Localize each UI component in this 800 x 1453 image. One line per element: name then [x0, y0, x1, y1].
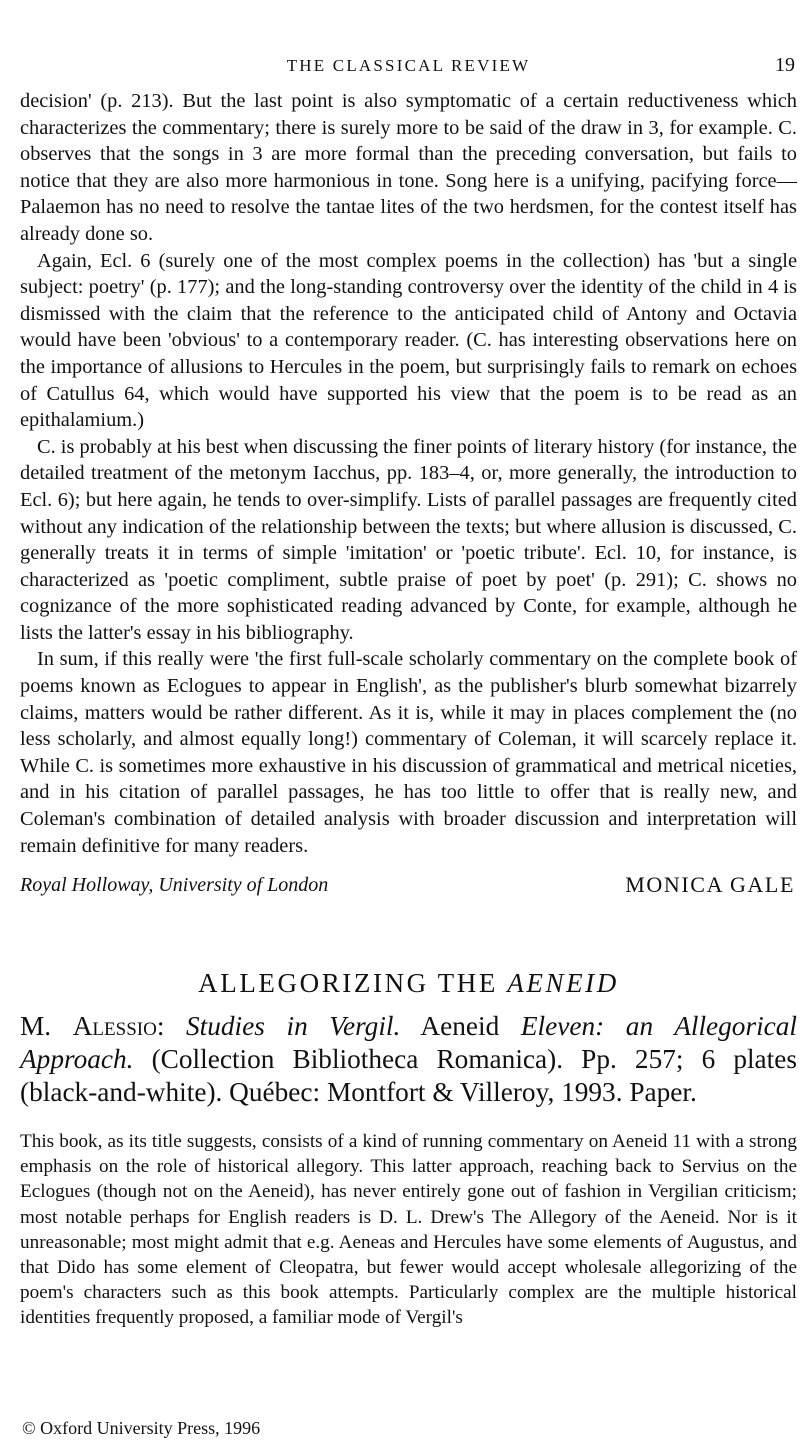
page-number: 19	[775, 54, 795, 76]
reviewer-affiliation: Royal Holloway, University of London	[20, 874, 329, 897]
page	[20, 52, 797, 1330]
section-heading-prefix: ALLEGORIZING THE	[198, 968, 498, 999]
book-details: (Collection Bibliotheca Romanica). Pp. 257; 6 plates (black-and-white). Québec: Montfort & Villeroy, 1993. Paper.	[20, 1044, 797, 1108]
copyright-footer: © Oxford University Press, 1996	[22, 1418, 261, 1438]
book-title-part3: Eleven: an Allegorical Approach.	[20, 1011, 798, 1075]
book-citation	[20, 1010, 797, 1109]
section-heading	[20, 966, 797, 1000]
section-heading-italic: AENEID	[507, 968, 619, 999]
paragraph: Again, Ecl. 6 (surely one of the most complex poems in the collection) has 'but a single subject: poetry' (p. 177); and the long-standing controversy over the identity of the child in 4 is dismissed with the claim that the reference to the anticipated child of Antony and Octavia would have been 'obvious' to a contemporary reader. (C. has interesting observations here on the importance of allusions to Hercules in the poem, but surprisingly fails to remark on echoes of Catullus 64, which would have supported his view that the poem is to be read as an epithalamium.)	[20, 249, 797, 432]
reviewer-name: MONICA GALE	[625, 872, 795, 898]
review-signature	[20, 870, 797, 900]
book-title-part2: Aeneid	[420, 1011, 500, 1042]
paragraph: In sum, if this really were 'the first full-scale scholarly commentary on the complete book of poems known as Eclogues to appear in English', as the publisher's blurb somewhat bizarrely claims, matters would be rather different. As it is, while it may in places complement the (no less scholarly, and almost equally long!) commentary of Coleman, it will scarcely replace it. While C. is sometimes more exhaustive in his discussion of grammatical and metrical niceties, and in his citation of parallel passages, he has too little to offer that is really new, and Coleman's combination of detailed analysis with broader discussion and interpretation will remain definitive for many readers.	[20, 648, 797, 857]
journal-title: THE CLASSICAL REVIEW	[286, 56, 531, 75]
review-text	[20, 1129, 797, 1330]
previous-review-text	[20, 88, 797, 859]
paragraph: C. is probably at his best when discussing the finer points of literary history (for instance, the detailed treatment of the metonym Iacchus, pp. 183–4, or, more generally, the introduction to Ecl. 6); but here again, he tends to over-simplify. Lists of parallel passages are frequently cited without any indication of the relationship between the texts; but where allusion is discussed, C. generally treats it in terms of simple 'imitation' or 'poetic tribute'. Ecl. 10, for instance, is characterized as 'poetic compliment, subtle praise of poet by poet' (p. 291); C. shows no cognizance of the more sophisticated reading advanced by Conte, for example, although he lists the latter's essay in his bibliography.	[20, 435, 797, 644]
paragraph: decision' (p. 213). But the last point is also symptomatic of a certain reductiveness which characterizes the commentary; there is surely more to be said of the draw in 3, for example. C. observes that the songs in 3 are more formal than the preceding conversation, but fails to notice that they are also more harmonious in tone. Song here is a unifying, pacifying force—Palaemon has no need to resolve the tantae lites of the two herdsmen, for the contest itself has already done so.	[20, 90, 797, 245]
book-author-surname: Alessio:	[72, 1011, 165, 1042]
running-head	[20, 52, 797, 88]
book-title-part1: Studies in Vergil.	[186, 1011, 401, 1042]
book-author-initial: M.	[20, 1011, 52, 1042]
review-paragraph: This book, as its title suggests, consists of a kind of running commentary on Aeneid 11 with a strong emphasis on the role of historical allegory. This latter approach, reaching back to Servius on the Eclogues (though not on the Aeneid), has never entirely gone out of fashion in Vergilian criticism; most notable perhaps for English readers is D. L. Drew's The Allegory of the Aeneid. Nor is it unreasonable; most might admit that e.g. Aeneas and Hercules have some elements of Augustus, and that Dido has some element of Cleopatra, but fewer would accept wholesale allegorizing of the poem's characters such as this book attempts. Particularly complex are the multiple historical identities frequently proposed, a familiar mode of Vergil's	[20, 1131, 797, 1328]
